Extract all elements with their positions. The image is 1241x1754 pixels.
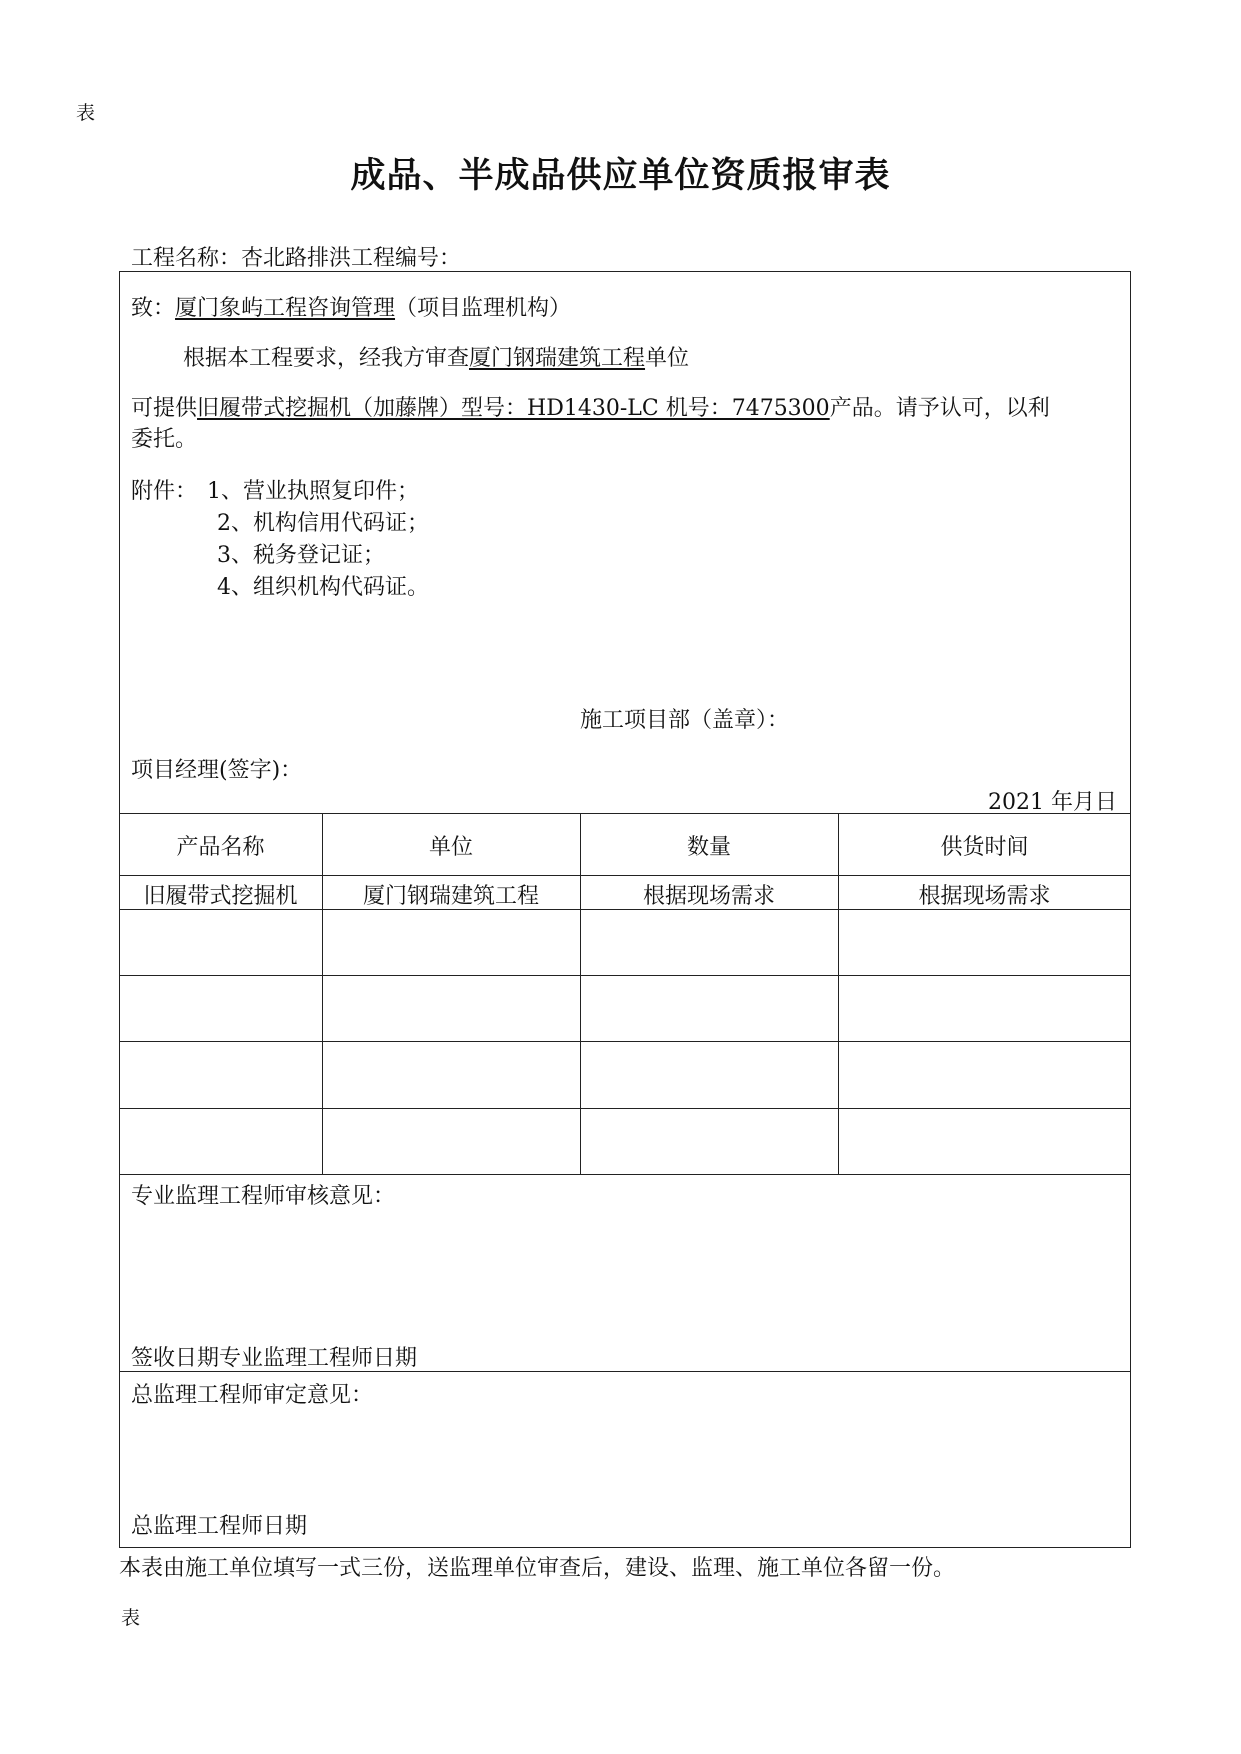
- table-column-divider: [838, 813, 839, 1174]
- chief-opinion-label: 总监理工程师审定意见：: [131, 1383, 374, 1408]
- table-cell-unit: 厦门钢瑞建筑工程: [362, 884, 539, 909]
- chief-sign-date: 总监理工程师日期: [131, 1514, 308, 1539]
- table-row-border: [119, 1041, 1131, 1042]
- review-line-prefix: 根据本工程要求，经我方审查: [183, 346, 470, 371]
- table-column-divider: [580, 813, 581, 1174]
- engineer-sign-date: 签收日期专业监理工程师日期: [131, 1346, 418, 1371]
- table-row-border: [119, 975, 1131, 976]
- table-top-border: [119, 813, 1131, 814]
- table-cell-supply-time: 根据现场需求: [918, 884, 1051, 909]
- attachment-item: 2、机构信用代码证；: [217, 511, 429, 536]
- table-header-product: 产品名称: [176, 835, 265, 860]
- engineer-opinion-label: 专业监理工程师审核意见：: [131, 1184, 396, 1209]
- addressee-org: 厦门象屿工程咨询管理: [175, 296, 396, 321]
- table-cell-product: 旧履带式挖掘机: [143, 884, 298, 909]
- table-header-quantity: 数量: [686, 835, 731, 860]
- product-line-prefix: 可提供: [131, 396, 198, 421]
- product-line-suffix: 产品。请予认可，以利: [829, 396, 1050, 421]
- date-label: 2021 年月日: [988, 790, 1117, 815]
- table-header-unit: 单位: [428, 835, 473, 860]
- table-row-border: [119, 1108, 1131, 1109]
- attachment-item: 3、税务登记证；: [217, 543, 385, 568]
- page-title: 成品、半成品供应单位资质报审表: [350, 155, 891, 196]
- product-description: 旧履带式挖掘机（加藤牌）型号：HD1430-LC 机号：7475300: [197, 396, 830, 421]
- addressee-line: [131, 291, 571, 322]
- table-header-supply-time: 供货时间: [940, 835, 1029, 860]
- table-column-divider: [322, 813, 323, 1174]
- section-divider: [119, 1371, 1131, 1372]
- top-label: 表: [76, 102, 96, 124]
- bottom-label: 表: [121, 1607, 141, 1629]
- entrust-line: 委托。: [131, 427, 198, 452]
- stamp-label: 施工项目部（盖章）：: [580, 708, 790, 733]
- table-header-border: [119, 875, 1131, 876]
- review-line-suffix: 单位: [645, 346, 690, 371]
- attachment-item: 1、营业执照复印件；: [207, 479, 419, 504]
- project-line: 工程名称：杏北路排洪工程编号：: [131, 246, 462, 271]
- addressee-suffix: （项目监理机构）: [395, 296, 572, 321]
- table-cell-quantity: 根据现场需求: [642, 884, 775, 909]
- product-line: [131, 391, 1050, 422]
- manager-signature-label: 项目经理(签字)：: [131, 758, 303, 783]
- addressee-prefix: 致：: [131, 296, 176, 321]
- table-bottom-border: [119, 1174, 1131, 1175]
- attachment-item: 4、组织机构代码证。: [217, 575, 429, 600]
- supplier-unit: 厦门钢瑞建筑工程: [469, 346, 646, 371]
- attachments-label: 附件：: [131, 479, 198, 504]
- footnote: 本表由施工单位填写一式三份，送监理单位审查后，建设、监理、施工单位各留一份。: [119, 1556, 956, 1581]
- review-line: [183, 341, 689, 372]
